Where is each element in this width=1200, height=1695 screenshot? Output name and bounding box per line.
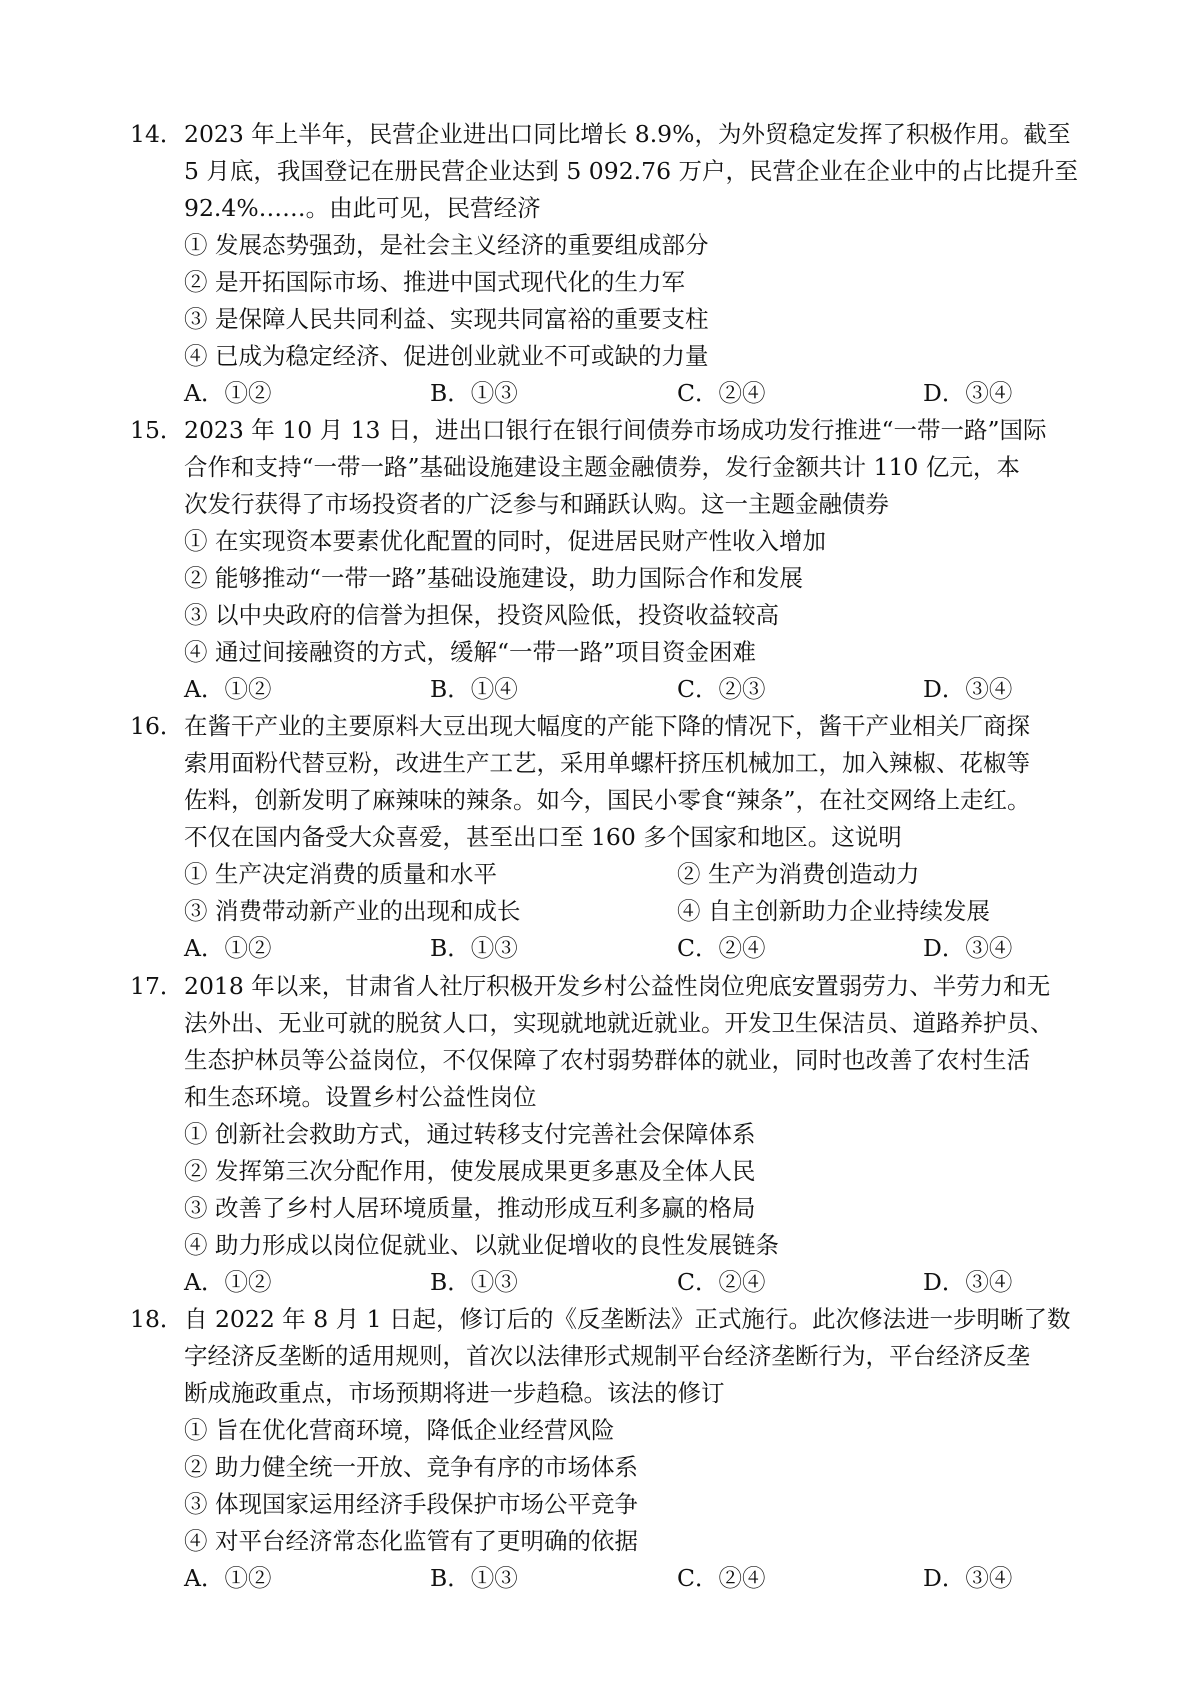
statement-option-3: ③ 改善了乡村人居环境质量，推动形成互利多赢的格局 xyxy=(184,1194,756,1222)
statement-option-3: ③ 以中央政府的信誉为担保，投资风险低，投资收益较高 xyxy=(184,601,779,629)
statement-option-2: ② 发挥第三次分配作用，使发展成果更多惠及全体人民 xyxy=(184,1157,756,1185)
stem-text: 次发行获得了市场投资者的广泛参与和踊跃认购。这一主题金融债券 xyxy=(184,490,889,518)
stem-text: 索用面粉代替豆粉，改进生产工艺，采用单螺杆挤压机械加工，加入辣椒、花椒等 xyxy=(184,749,1030,777)
statement-option-1: ① 在实现资本要素优化配置的同时，促进居民财产性收入增加 xyxy=(184,527,826,555)
statement-option-4: ④ 助力形成以岗位促就业、以就业促增收的良性发展链条 xyxy=(184,1231,779,1259)
answer-choice-a[interactable]: A．①② xyxy=(184,1268,272,1296)
question-number: 16． xyxy=(130,712,184,740)
statement-option-1: ① 旨在优化营商环境，降低企业经营风险 xyxy=(184,1416,615,1444)
question-stem-line xyxy=(130,708,1080,745)
answer-choice-c[interactable]: C．②④ xyxy=(677,1564,766,1592)
answer-choice-a[interactable]: A．①② xyxy=(184,675,272,703)
question-14 xyxy=(130,116,1080,412)
statement-option-row xyxy=(130,856,1080,893)
question-number: 14． xyxy=(130,120,184,148)
stem-text: 2023 年 10 月 13 日，进出口银行在银行间债券市场成功发行推进“一带一路”国际 xyxy=(184,416,1047,444)
stem-text: 不仅在国内备受大众喜爱，甚至出口至 160 多个国家和地区。这说明 xyxy=(184,823,902,851)
question-number: 15． xyxy=(130,416,184,444)
statement-option-2: ② 助力健全统一开放、竞争有序的市场体系 xyxy=(184,1453,638,1481)
question-number: 18． xyxy=(130,1305,184,1333)
answer-choice-a[interactable]: A．①② xyxy=(184,379,272,407)
stem-text: 在酱干产业的主要原料大豆出现大幅度的产能下降的情况下，酱干产业相关厂商探 xyxy=(184,712,1030,740)
answer-choice-d[interactable]: D．③④ xyxy=(923,934,1013,962)
stem-text: 生态护林员等公益岗位，不仅保障了农村弱势群体的就业，同时也改善了农村生活 xyxy=(184,1046,1030,1074)
question-stem-line xyxy=(130,116,1080,153)
answer-choice-d[interactable]: D．③④ xyxy=(923,1268,1013,1296)
answer-choice-a[interactable]: A．①② xyxy=(184,1564,272,1592)
answer-choice-c[interactable]: C．②④ xyxy=(677,1268,766,1296)
statement-option-2: ② 是开拓国际市场、推进中国式现代化的生力军 xyxy=(184,268,685,296)
answer-choice-c[interactable]: C．②④ xyxy=(677,379,766,407)
statement-option-1: ① 创新社会救助方式，通过转移支付完善社会保障体系 xyxy=(184,1120,756,1148)
statement-option-4: ④ 自主创新助力企业持续发展 xyxy=(677,897,990,925)
statement-option-3: ③ 是保障人民共同利益、实现共同富裕的重要支柱 xyxy=(184,305,709,333)
answer-choice-d[interactable]: D．③④ xyxy=(923,675,1013,703)
answer-choice-b[interactable]: B．①③ xyxy=(430,1268,518,1296)
statement-option-4: ④ 通过间接融资的方式，缓解“一带一路”项目资金困难 xyxy=(184,638,756,666)
answer-choices xyxy=(130,1264,1080,1301)
statement-option-3: ③ 体现国家运用经济手段保护市场公平竞争 xyxy=(184,1490,638,1518)
answer-choices xyxy=(130,930,1080,967)
stem-text: 字经济反垄断的适用规则，首次以法律形式规制平台经济垄断行为，平台经济反垄 xyxy=(184,1342,1030,1370)
stem-text: 断成施政重点，市场预期将进一步趋稳。该法的修订 xyxy=(184,1379,725,1407)
answer-choice-b[interactable]: B．①③ xyxy=(430,1564,518,1592)
answer-choices xyxy=(130,375,1080,412)
answer-choice-d[interactable]: D．③④ xyxy=(923,1564,1013,1592)
stem-text: 佐料，创新发明了麻辣味的辣条。如今，国民小零食“辣条”，在社交网络上走红。 xyxy=(184,786,1031,814)
stem-text: 5 月底，我国登记在册民营企业达到 5 092.76 万户，民营企业在企业中的占比提升至 xyxy=(184,157,1079,185)
answer-choice-b[interactable]: B．①④ xyxy=(430,675,518,703)
stem-text: 合作和支持“一带一路”基础设施建设主题金融债券，发行金额共计 110 亿元，本 xyxy=(184,453,1020,481)
stem-text: 法外出、无业可就的脱贫人口，实现就地就近就业。开发卫生保洁员、道路养护员、 xyxy=(184,1009,1054,1037)
answer-choice-c[interactable]: C．②③ xyxy=(677,675,766,703)
answer-choice-b[interactable]: B．①③ xyxy=(430,379,518,407)
statement-option-1: ① 生产决定消费的质量和水平 xyxy=(184,860,497,888)
answer-choice-a[interactable]: A．①② xyxy=(184,934,272,962)
answer-choices xyxy=(130,671,1080,708)
question-18 xyxy=(130,1301,1080,1597)
statement-option-2: ② 能够推动“一带一路”基础设施建设，助力国际合作和发展 xyxy=(184,564,803,592)
question-16 xyxy=(130,708,1080,967)
question-17 xyxy=(130,968,1080,1301)
answer-choices xyxy=(130,1560,1080,1597)
question-15 xyxy=(130,412,1080,708)
stem-text: 2023 年上半年，民营企业进出口同比增长 8.9%，为外贸稳定发挥了积极作用。截至 xyxy=(184,120,1071,148)
statement-option-row xyxy=(130,893,1080,930)
statement-option-3: ③ 消费带动新产业的出现和成长 xyxy=(184,897,521,925)
stem-text: 和生态环境。设置乡村公益性岗位 xyxy=(184,1083,537,1111)
stem-text: 自 2022 年 8 月 1 日起，修订后的《反垄断法》正式施行。此次修法进一步明晰了数 xyxy=(184,1305,1071,1333)
question-number: 17． xyxy=(130,972,184,1000)
answer-choice-d[interactable]: D．③④ xyxy=(923,379,1013,407)
stem-text: 92.4%……。由此可见，民营经济 xyxy=(184,194,541,222)
question-stem-line xyxy=(130,412,1080,449)
question-stem-line xyxy=(130,968,1080,1005)
question-stem-line xyxy=(130,1301,1080,1338)
answer-choice-b[interactable]: B．①③ xyxy=(430,934,518,962)
statement-option-1: ① 发展态势强劲，是社会主义经济的重要组成部分 xyxy=(184,231,709,259)
answer-choice-c[interactable]: C．②④ xyxy=(677,934,766,962)
statement-option-2: ② 生产为消费创造动力 xyxy=(677,860,920,888)
stem-text: 2018 年以来，甘肃省人社厅积极开发乡村公益性岗位兜底安置弱劳力、半劳力和无 xyxy=(184,972,1051,1000)
statement-option-4: ④ 对平台经济常态化监管有了更明确的依据 xyxy=(184,1527,638,1555)
statement-option-4: ④ 已成为稳定经济、促进创业就业不可或缺的力量 xyxy=(184,342,709,370)
